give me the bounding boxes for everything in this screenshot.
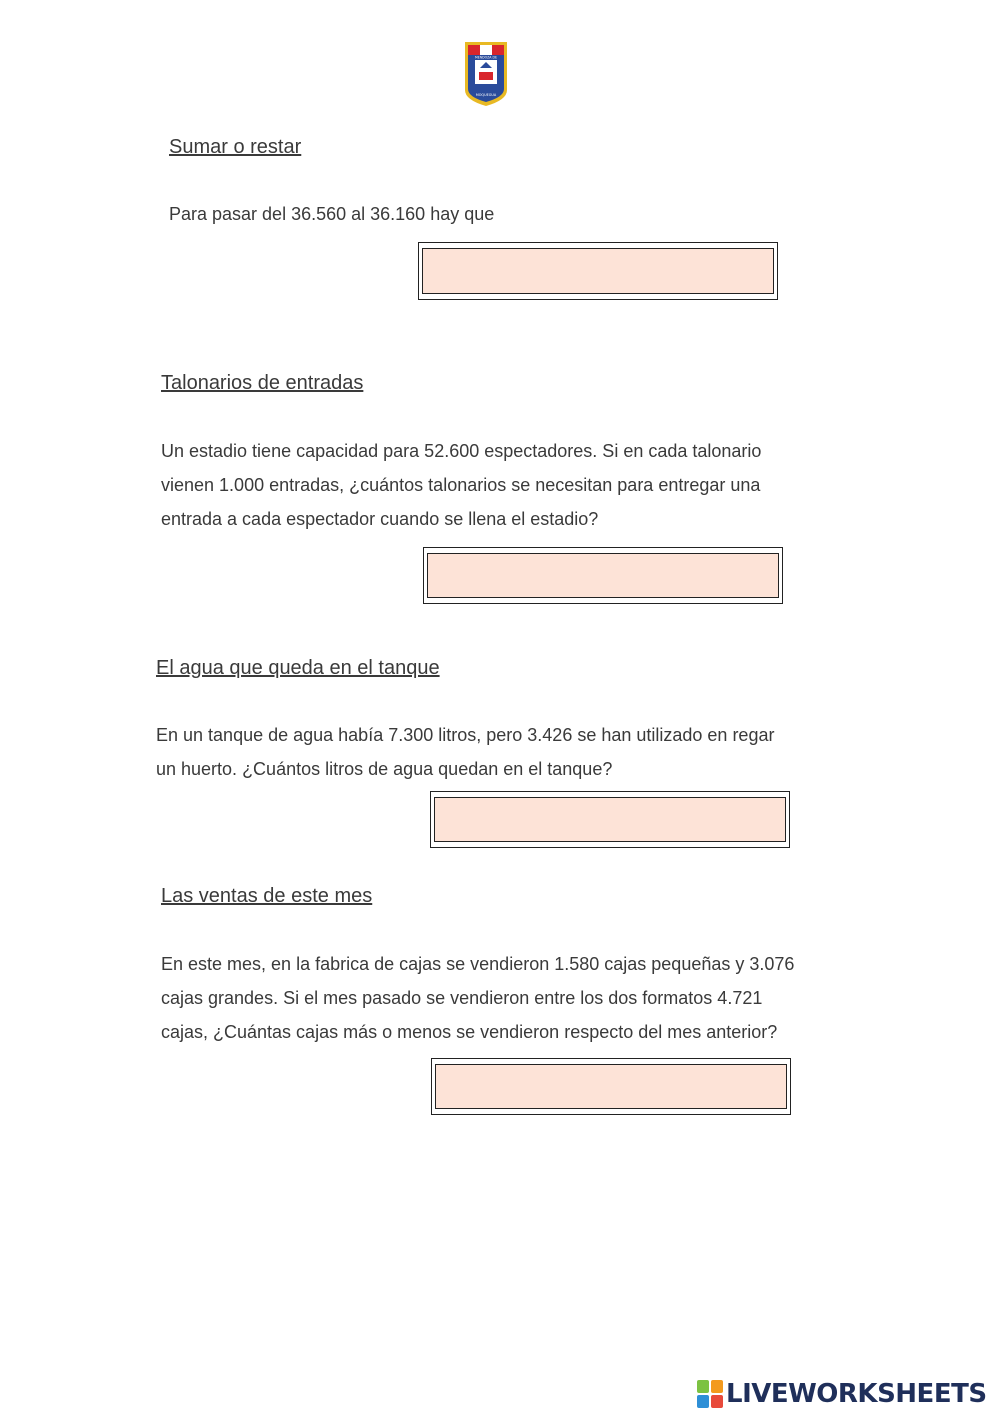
text-line: En este mes, en la fabrica de cajas se vendieron 1.580 cajas pequeñas y 3.076 — [161, 954, 795, 974]
text-line: Un estadio tiene capacidad para 52.600 espectadores. Si en cada talonario — [161, 441, 762, 461]
section-title-talonarios: Talonarios de entradas — [161, 372, 364, 394]
text-line: un huerto. ¿Cuántos litros de agua quedan en el tanque? — [156, 759, 613, 779]
answer-field-frame — [427, 553, 779, 598]
answer-input-3[interactable] — [435, 798, 785, 841]
liveworksheets-logo — [697, 1378, 987, 1410]
section-text-agua-tanque — [156, 718, 774, 786]
section-title-ventas-mes: Las ventas de este mes — [161, 885, 373, 907]
answer-box-2 — [423, 547, 783, 604]
text-line: En un tanque de agua había 7.300 litros, pero 3.426 se han utilizado en regar — [156, 725, 775, 745]
school-crest-icon — [461, 38, 511, 108]
liveworksheets-logo-icon — [697, 1380, 723, 1408]
section-text-sumar-o-restar — [169, 197, 494, 231]
answer-input-2[interactable] — [428, 554, 778, 597]
crest-text-bottom: MOQUEGUA — [475, 93, 497, 97]
section-title-agua-tanque: El agua que queda en el tanque — [156, 657, 440, 679]
answer-box-1 — [418, 242, 778, 300]
answer-field-frame — [434, 797, 786, 842]
text-line: cajas grandes. Si el mes pasado se vendieron entre los dos formatos 4.721 — [161, 988, 763, 1008]
text-line: vienen 1.000 entradas, ¿cuántos talonarios se necesitan para entregar una — [161, 475, 761, 495]
text-line: cajas, ¿Cuántas cajas más o menos se vendieron respecto del mes anterior? — [161, 1022, 778, 1042]
liveworksheets-brand: LIVEWORKSHEETS — [726, 1379, 987, 1409]
section-text-talonarios — [161, 434, 761, 536]
crest-text-top: MENDOZA DE — [475, 55, 497, 60]
answer-box-4 — [431, 1058, 791, 1115]
answer-input-1[interactable] — [423, 249, 773, 293]
answer-field-frame — [422, 248, 774, 294]
answer-box-3 — [430, 791, 790, 848]
section-text-ventas-mes — [161, 947, 794, 1049]
text-line: entrada a cada espectador cuando se llena el estadio? — [161, 509, 599, 529]
answer-input-4[interactable] — [436, 1065, 786, 1108]
answer-field-frame — [435, 1064, 787, 1109]
text-line: Para pasar del 36.560 al 36.160 hay que — [169, 204, 495, 224]
section-title-sumar-o-restar: Sumar o restar — [169, 136, 302, 158]
